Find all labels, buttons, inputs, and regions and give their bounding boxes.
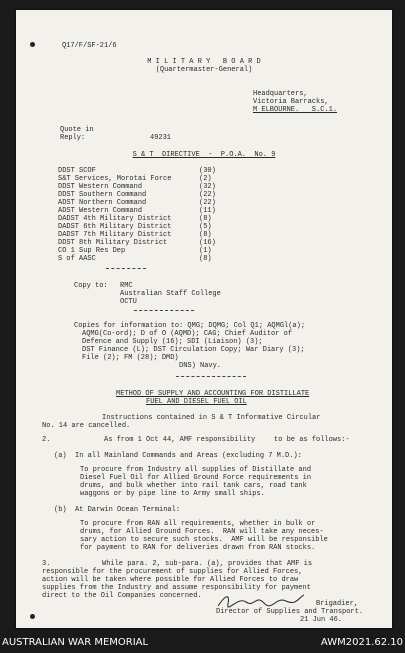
- paragraph-1-line: No. 14 are cancelled.: [42, 422, 131, 430]
- address-line: M ELBOURNE. S.C.1.: [253, 106, 338, 114]
- distribution-count: (22): [199, 191, 216, 199]
- distribution-name: ADST Northern Command: [58, 199, 147, 207]
- address-line: Headquarters,: [253, 90, 308, 98]
- archive-footer: [0, 630, 405, 653]
- distribution-name: DDST Western Command: [58, 183, 143, 191]
- document-title: M I L I T A R Y B O A R D: [147, 58, 261, 66]
- sub-paragraph-b-title: (b) At Darwin Ocean Terminal:: [54, 506, 181, 514]
- distribution-count: (8): [199, 231, 212, 239]
- document-date: 21 Jun 46.: [300, 616, 343, 624]
- copies-info-line: DST Finance (L); DST Circulation Copy; War Diary (3);: [82, 346, 305, 354]
- quote-label: Quote in: [60, 126, 94, 134]
- copies-info-line: Copies for information to: QMG; DQMG; Col Q1; AQMGl(a);: [74, 322, 306, 330]
- distribution-count: (8): [199, 215, 212, 223]
- sub-paragraph-b-line: To procure from RAN all requirements, whether in bulk or: [80, 520, 316, 528]
- distribution-name: DDST SCOF: [58, 167, 96, 175]
- paragraph-2-number: 2.: [42, 436, 51, 444]
- archive-name: AUSTRALIAN WAR MEMORIAL: [2, 637, 149, 648]
- distribution-count: (22): [199, 199, 216, 207]
- document-subtitle: (Quartermaster-General): [155, 66, 253, 74]
- separator: [106, 268, 146, 269]
- paragraph-3-line: responsible for the procurement of supplies for Allied Forces,: [42, 568, 303, 576]
- distribution-count: (5): [199, 223, 212, 231]
- distribution-count: (1): [199, 247, 212, 255]
- copies-info-line: DNS) Navy.: [179, 362, 222, 370]
- distribution-name: DDST 8th Military District: [58, 239, 168, 247]
- paragraph-3-line: supplies from the Industry and assume responsibility for payment: [42, 584, 311, 592]
- distribution-count: (30): [199, 167, 216, 175]
- distribution-count: (32): [199, 183, 216, 191]
- copies-info-line: AQMG(Co-ord); D of O (AQMD); CAG; Chief Auditor of: [82, 330, 293, 338]
- distribution-name: S of AASC: [58, 255, 96, 263]
- directive-title: S & T DIRECTIVE - P.O.A. No. 9: [132, 151, 276, 159]
- paragraph-3-line: action will be taken where possible for Allied Forces to draw: [42, 576, 299, 584]
- sub-paragraph-b-line: sary action to secure such stocks. AMF will be responsible: [80, 536, 328, 544]
- distribution-count: (2): [199, 175, 212, 183]
- distribution-count: (16): [199, 239, 216, 247]
- quote-number: 49231: [150, 134, 172, 142]
- copies-info-line: Defence and Supply (16); SDI (Liaison) (3);: [82, 338, 263, 346]
- section-heading: FUEL AND DIESEL FUEL OIL: [146, 398, 247, 406]
- distribution-name: S&T Services, Morotai Force: [58, 175, 172, 183]
- paragraph-1-line: Instructions contained in S & T Informative Circular: [102, 414, 321, 422]
- quote-label: Reply:: [60, 134, 86, 142]
- paragraph-3-number: 3.: [42, 560, 51, 568]
- signatory-rank: Brigadier,: [316, 600, 359, 608]
- sub-paragraph-a-line: To procure from Industry all supplies of Distillate and: [80, 466, 312, 474]
- document-page: [16, 10, 392, 628]
- copy-to-item: RMC: [120, 282, 133, 290]
- section-heading: METHOD OF SUPPLY AND ACCOUNTING FOR DISTILLATE: [116, 390, 310, 398]
- paragraph-2-text: As from 1 Oct 44, AMF responsibility: [104, 436, 256, 444]
- sub-paragraph-a-title: (a) In all Mainland Commands and Areas (excluding 7 M.D.):: [54, 452, 302, 460]
- signatory-title: Director of Supplies and Transport.: [216, 608, 364, 616]
- paragraph-2-tail: to be as follows:-: [274, 436, 350, 444]
- distribution-name: DDST Southern Command: [58, 191, 147, 199]
- punch-hole: [30, 42, 35, 47]
- punch-hole: [30, 614, 35, 619]
- sub-paragraph-a-line: drums, and bulk whether into rail tank cars, road tank: [80, 482, 307, 490]
- separator: [134, 310, 194, 311]
- sub-paragraph-b-line: drums, for Allied Ground Forces. RAN will take any neces-: [80, 528, 324, 536]
- copies-info-line: File (2); FM (28); DMD): [82, 354, 179, 362]
- copy-to-item: OCTU: [120, 298, 137, 306]
- sub-paragraph-a-line: Diesel Fuel Oil for Allied Ground Force requirements in: [80, 474, 312, 482]
- distribution-name: DADST 6th Military District: [58, 223, 172, 231]
- distribution-count: (11): [199, 207, 216, 215]
- sub-paragraph-a-line: waggons or by pipe line to Army small ships.: [80, 490, 265, 498]
- copy-to-label: Copy to:: [74, 282, 108, 290]
- address-line: Victoria Barracks,: [253, 98, 329, 106]
- paragraph-3-line: direct to the Oil Companies concerned.: [42, 592, 202, 600]
- distribution-name: ADST Western Command: [58, 207, 143, 215]
- copy-to-item: Australian Staff College: [120, 290, 221, 298]
- distribution-name: DADST 4th Military District: [58, 215, 172, 223]
- paragraph-3-line: While para. 2, sub-para. (a), provides that AMF is: [102, 560, 313, 568]
- distribution-name: CO 1 Sup Res Dep: [58, 247, 126, 255]
- catalogue-number: AWM2021.62.10: [320, 637, 403, 648]
- separator: [176, 376, 246, 377]
- sub-paragraph-b-line: for payment to RAN for deliveries drawn from RAN stocks.: [80, 544, 316, 552]
- distribution-count: (8): [199, 255, 212, 263]
- distribution-name: DADST 7th Military District: [58, 231, 172, 239]
- file-reference: Q17/F/SF-21/6: [62, 42, 117, 50]
